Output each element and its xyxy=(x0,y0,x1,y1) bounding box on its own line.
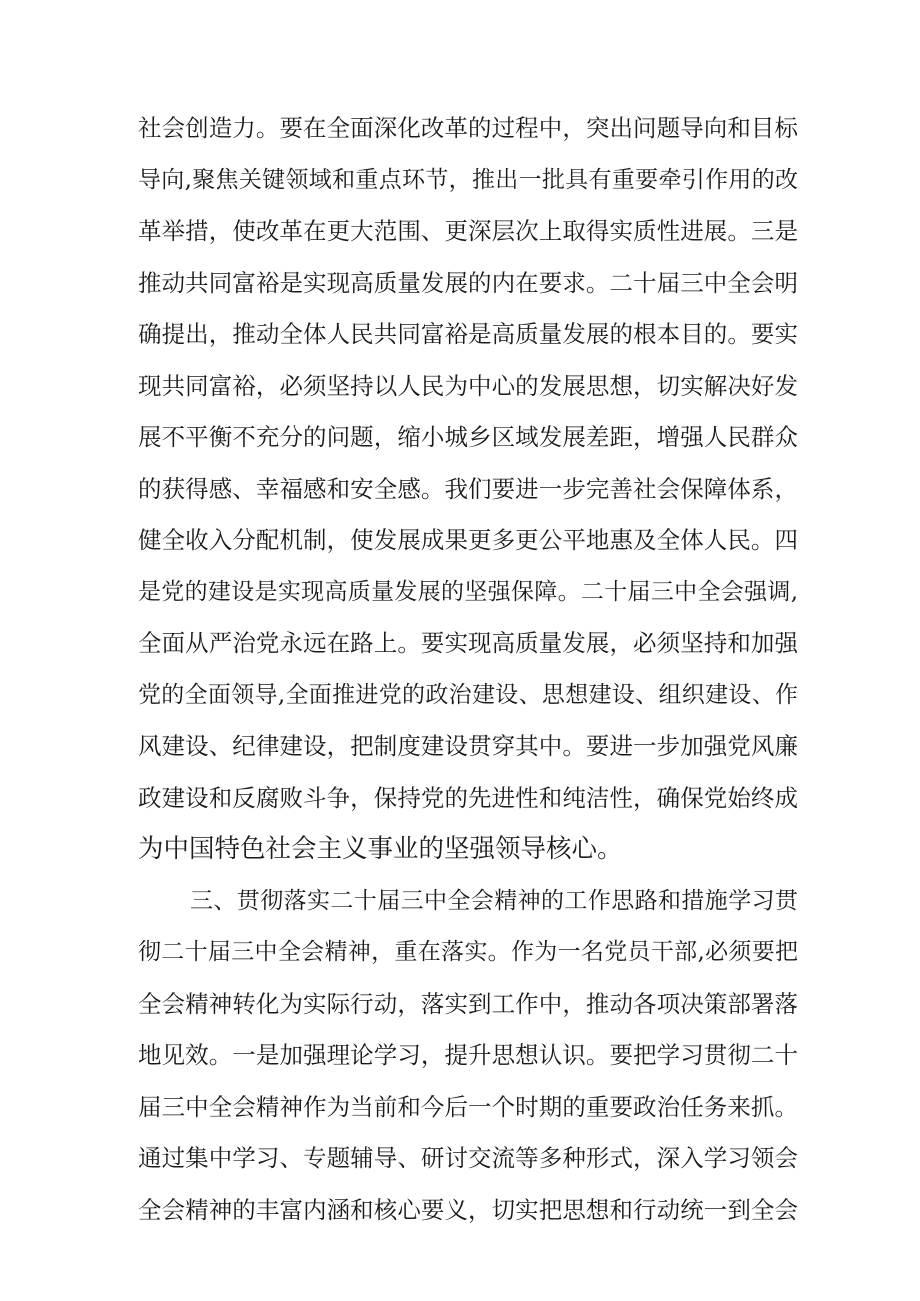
text-line: 政建设和反腐败斗争，保持党的先进性和纯洁性，确保党始终成 xyxy=(138,784,798,812)
text-line: 健全收入分配机制，使发展成果更多更公平地惠及全体人民。四 xyxy=(138,526,798,554)
text-line: 导向,聚焦关键领域和重点环节，推出一批具有重要牵引作用的改 xyxy=(138,167,798,193)
section-heading-line: 三、贯彻落实二十届三中全会精神的工作思路和措施学习贯 xyxy=(190,888,798,914)
text-line: 的获得感、幸福感和安全感。我们要进一步完善社会保障体系， xyxy=(138,475,798,503)
text-line: 推动共同富裕是实现高质量发展的内在要求。二十届三中全会明 xyxy=(138,269,798,297)
text-line: 风建设、纪律建设，把制度建设贯穿其中。要进一步加强党风廉 xyxy=(138,732,798,760)
text-line: 现共同富裕，必须坚持以人民为中心的发展思想，切实解决好发 xyxy=(138,372,798,400)
text-line: 地见效。一是加强理论学习，提升思想认识。要把学习贯彻二十 xyxy=(138,1041,798,1069)
text-line: 全面从严治党永远在路上。要实现高质量发展，必须坚持和加强 xyxy=(138,629,798,657)
text-line: 展不平衡不充分的问题，缩小城乡区域发展差距，增强人民群众 xyxy=(138,423,798,451)
text-line: 通过集中学习、专题辅导、研讨交流等多种形式，深入学习领会 xyxy=(138,1144,798,1172)
text-line: 社会创造力。要在全面深化改革的过程中，突出问题导向和目标 xyxy=(138,114,798,142)
text-line: 革举措，使改革在更大范围、更深层次上取得实质性进展。三是 xyxy=(138,217,798,245)
text-line: 全会精神的丰富内涵和核心要义，切实把思想和行动统一到全会 xyxy=(138,1196,798,1224)
text-line: 彻二十届三中全会精神，重在落实。作为一名党员干部,必须要把 xyxy=(138,939,798,965)
text-line: 全会精神转化为实际行动，落实到工作中，推动各项决策部署落 xyxy=(138,990,798,1018)
text-line: 为中国特色社会主义事业的坚强领导核心。 xyxy=(138,834,623,864)
text-line: 届三中全会精神作为当前和今后一个时期的重要政治任务来抓。 xyxy=(138,1093,798,1121)
text-line: 确提出，推动全体人民共同富裕是高质量发展的根本目的。要实 xyxy=(138,320,798,348)
text-line: 党的全面领导,全面推进党的政治建设、思想建设、组织建设、作 xyxy=(138,682,798,708)
text-line: 是党的建设是实现高质量发展的坚强保障。二十届三中全会强调, xyxy=(138,579,798,605)
